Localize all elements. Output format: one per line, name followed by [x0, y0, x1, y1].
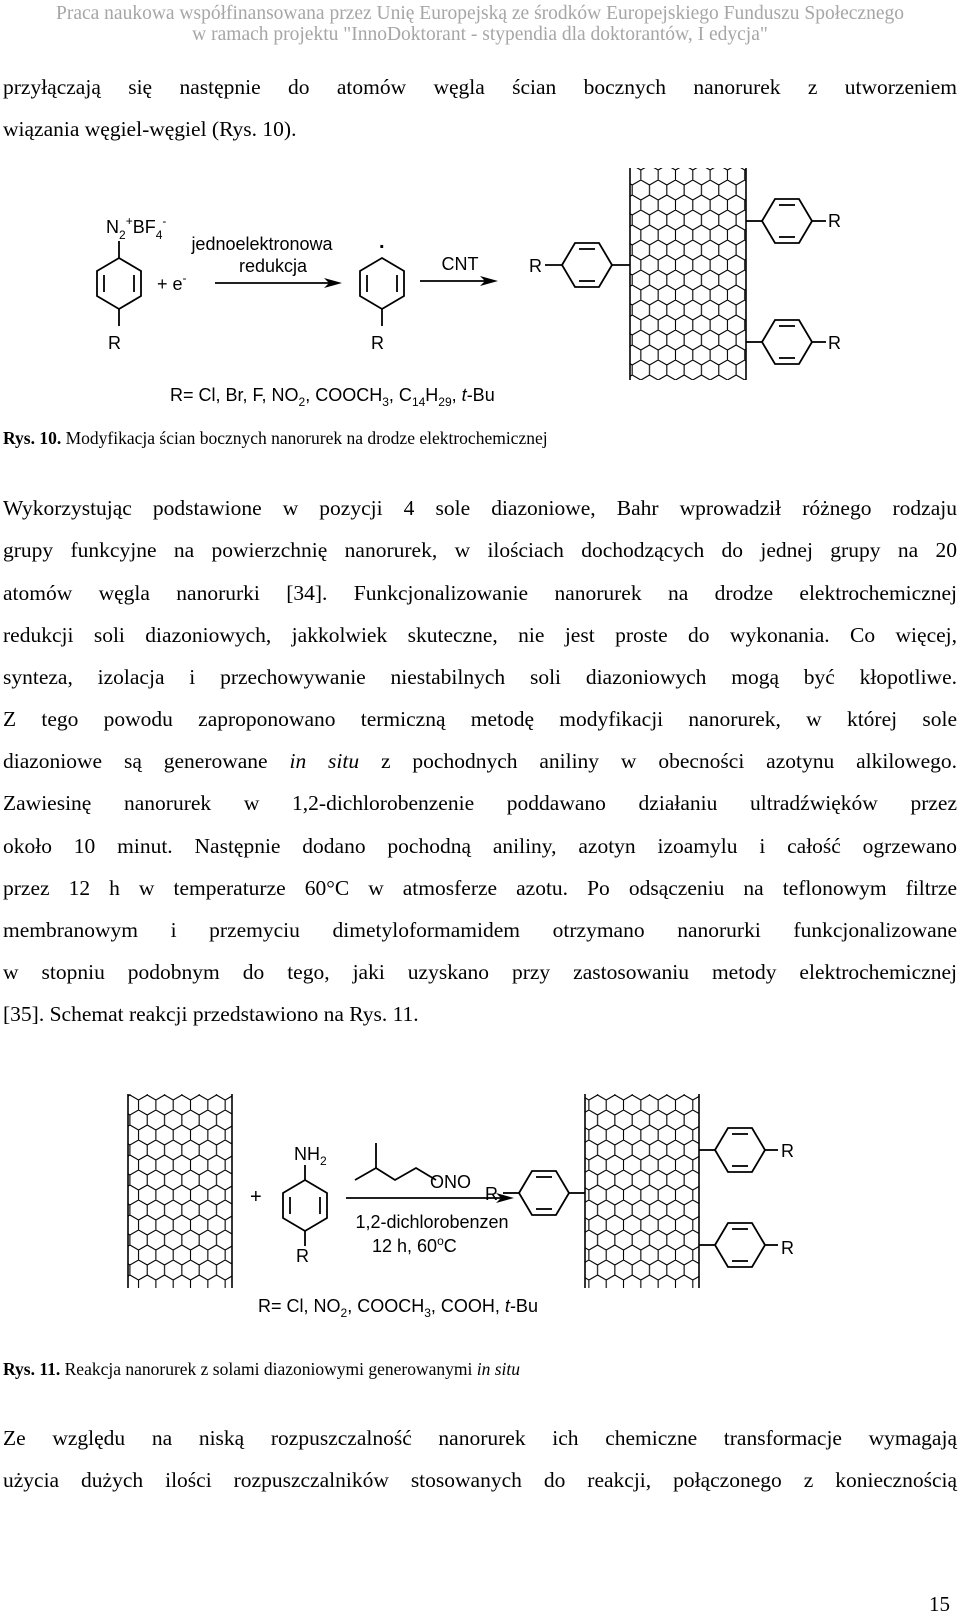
substituent-r: R	[371, 333, 384, 353]
paragraph-line: redukcji soli diazoniowych, jakkolwiek skuteczne, nie jest proste do wykonania. Co więcej,	[3, 623, 957, 647]
substituent-r: R	[828, 211, 841, 231]
substituent-r: R	[296, 1246, 309, 1266]
caption-text: Modyfikacja ścian bocznych nanorurek na drodze elektrochemicznej	[61, 428, 548, 448]
substituent-r: R	[108, 333, 121, 353]
header-line-1: Praca naukowa współfinansowana przez Unię Europejską ze środków Europejskiego Funduszu Społecznego	[55, 3, 904, 24]
paragraph-line: grupy funkcyjne na powierzchnię nanorurek, w ilościach dochodzących do jednej grupy na 20	[3, 538, 957, 562]
figure-11-scheme	[0, 1088, 960, 1330]
nanotube	[585, 1094, 699, 1288]
closing-line: użycia dużych ilości rozpuszczalników stosowanych do reakcji, połączonego z koniecznością	[3, 1468, 957, 1492]
substituent-r: R	[828, 333, 841, 353]
paragraph-line: diazoniowe są generowane in situ z pochodnych aniliny w obecności azotynu alkilowego.	[3, 749, 957, 773]
substituent-r: R	[485, 1184, 498, 1204]
arrow-label-1: 1,2-dichlorobenzen	[355, 1212, 509, 1232]
arrow-2-label: CNT	[441, 254, 479, 274]
paragraph-line: synteza, izolacja i przechowywanie niestabilnych soli diazoniowych mogą być kłopotliwe.	[3, 665, 957, 689]
benzene-ring	[283, 1165, 327, 1246]
benzene-ring	[545, 243, 630, 287]
plus-sign: +	[250, 1186, 262, 1208]
substituent-list: R= Cl, Br, F, $NO_2$, $COOCH_3$, $C_{14}H_{29}$, t-Bu	[170, 385, 495, 409]
nanotube	[128, 1094, 232, 1288]
arrow-1-label-2: redukcja	[238, 256, 308, 276]
paragraph-line: Zawiesinę nanorurek w 1,2-dichlorobenzenie poddawano działaniu ultradźwięków przez	[3, 791, 957, 815]
benzene-ring	[699, 1128, 778, 1172]
header-line-2: w ramach projektu "InnoDoktorant - stypendia dla doktorantów, I edycja"	[192, 24, 768, 45]
paragraph-line: przez 12 h w temperaturze 60°C w atmosferze azotu. Po odsączeniu na teflonowym filtrze	[3, 876, 957, 900]
benzene-ring	[699, 1223, 778, 1267]
arrow-1-label-1: jednoelektronowa	[191, 234, 333, 254]
paragraph-line: [35]. Schemat reakcji przedstawiono na Rys. 11.	[3, 1002, 419, 1026]
paragraph-line: atomów węgla nanorurki [34]. Funkcjonalizowanie nanorurek na drodze elektrochemicznej	[3, 581, 957, 605]
caption-label: Rys. 10.	[3, 428, 62, 448]
benzene-ring	[746, 199, 826, 243]
figure-10-caption	[3, 427, 548, 449]
arrow-label-2: 12 h, 60$^o$C	[372, 1234, 457, 1256]
substituent-r: R	[529, 256, 542, 276]
radical-dot: .	[379, 231, 385, 253]
substituent-r: R	[781, 1238, 794, 1258]
paragraph-line: w stopniu podobnym do tego, jaki uzyskano przy zastosowaniu metody elektrochemicznej	[3, 960, 957, 984]
benzene-ring	[503, 1171, 585, 1215]
amine-group: $NH_2$	[294, 1144, 327, 1168]
figure-10-scheme	[0, 160, 960, 422]
paragraph-line: Z tego powodu zaproponowano termiczną metodę modyfikacji nanorurek, w której sole	[3, 707, 957, 731]
paragraph-line: membranowym i przemyciu dimetyloformamidem otrzymano nanorurki funkcjonalizowane	[3, 918, 957, 942]
isoamyl-nitrite-structure	[355, 1143, 436, 1180]
paragraph-line: około 10 minut. Następnie dodano pochodną aniliny, azotyn izoamylu i całość ogrzewano	[3, 834, 957, 858]
nitrite-group: ONO	[430, 1172, 472, 1192]
caption-label: Rys. 11.	[3, 1359, 61, 1379]
diazonium-n: $N_2^+BF_4^-$	[106, 214, 167, 242]
benzene-ring	[746, 320, 826, 364]
plus-electron: + e-	[157, 271, 187, 294]
intro-line-2: wiązania węgiel-węgiel (Rys. 10).	[3, 117, 297, 141]
benzene-ring	[97, 241, 141, 326]
benzene-ring	[360, 258, 404, 326]
nanotube	[630, 168, 746, 380]
page-number: 15	[929, 1592, 950, 1616]
caption-italic: in situ	[476, 1359, 520, 1379]
closing-line: Ze względu na niską rozpuszczalność nanorurek ich chemiczne transformacje wymagają	[3, 1426, 957, 1450]
substituent-list: R= Cl, $NO_2$, $COOCH_3$, COOH, t-Bu	[258, 1296, 538, 1320]
figure-11-caption	[3, 1358, 520, 1380]
substituent-r: R	[781, 1141, 794, 1161]
caption-text: Reakcja nanorurek z solami diazoniowymi generowanymi	[60, 1359, 477, 1379]
paragraph-line: Wykorzystując podstawione w pozycji 4 sole diazoniowe, Bahr wprowadził różnego rodzaju	[3, 496, 957, 520]
intro-line-1: przyłączają się następnie do atomów węgla ścian bocznych nanorurek z utworzeniem	[3, 75, 957, 99]
